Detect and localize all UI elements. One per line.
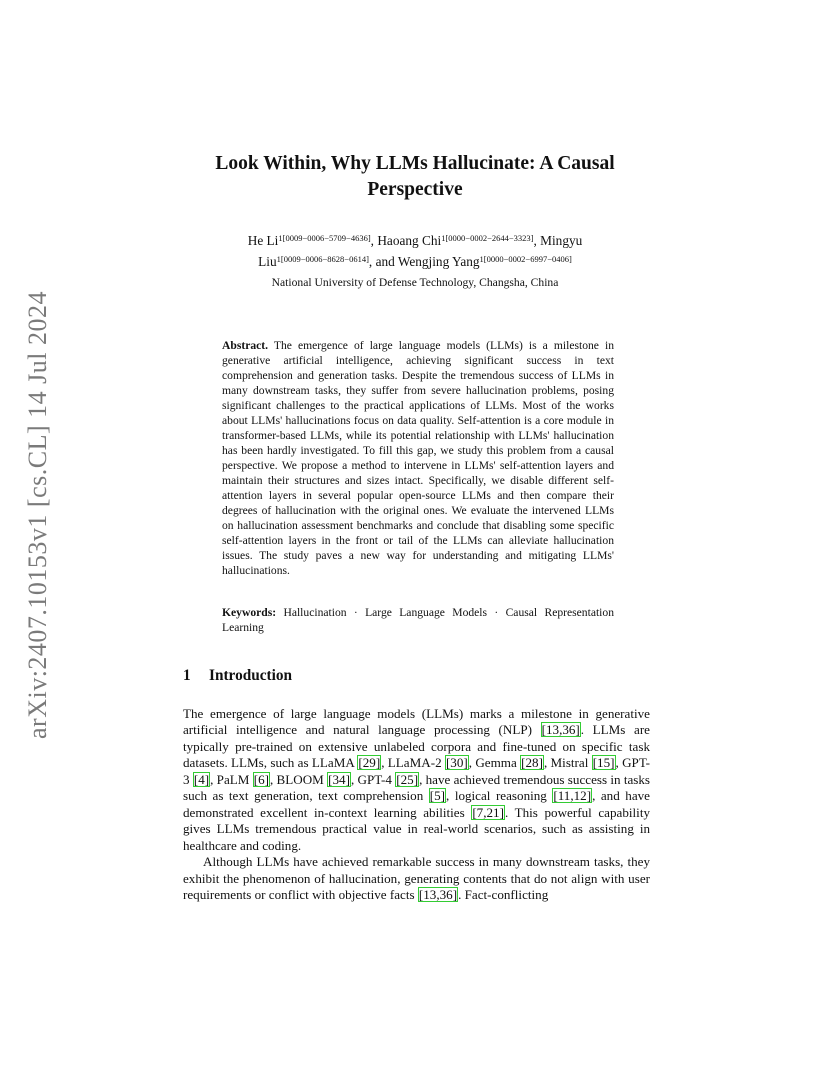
text-run: , and have demonstrated excellent in-context learning abilities xyxy=(183,788,650,820)
keywords-label: Keywords: xyxy=(222,606,277,619)
citation-link[interactable]: [13,36] xyxy=(541,722,580,738)
text-run: The emergence of large language models (LLMs) marks a milestone in generative artificial intelligence and natural language processing (NLP) xyxy=(183,706,650,738)
citation-link[interactable]: [5] xyxy=(429,788,446,804)
abstract-text: The emergence of large language models (LLMs) is a milestone in generative artificial intelligence, achieving significant success in text comprehension and generation tasks. Despite the tremendous success of LLMs in many downstream tasks, they suffer from severe hallucination problems, posing significant challenges to the practical applications of LLMs. Most of the works about LLMs' hallucinations focus on data quality. Self-attention is a core module in transformer-based LLMs, while its potential relationship with LLMs' hallucination has been hardly investigated. To fill this gap, we study this problem from a causal perspective. We propose a method to intervene in LLMs' self-attention layers and maintain their structures and sizes intact. Specifically, we disable different self-attention layers in several popular open-source LLMs and then compare their degrees of hallucination with the original ones. We evaluate the intervened LLMs on hallucination assessment benchmarks and conclude that disabling some specific self-attention layers in the front or tail of the LLMs can alleviate hallucination issues. The study paves a new way for understanding and mitigating LLMs' hallucinations. xyxy=(222,339,614,577)
text-run: , PaLM xyxy=(210,771,253,787)
author-name: , Mingyu Liu xyxy=(258,233,583,269)
title-line-1: Look Within, Why LLMs Hallucinate: A Causal xyxy=(215,153,615,174)
author-orcid: 1[0009−0006−5709−4636] xyxy=(278,233,371,243)
citation-link[interactable]: [4] xyxy=(193,771,210,787)
citation-link[interactable]: [29] xyxy=(358,755,381,771)
body-text xyxy=(183,706,650,903)
section-heading xyxy=(183,667,292,685)
author-orcid: 1[0000−0002−6997−0406] xyxy=(479,254,572,264)
paragraph-1 xyxy=(183,706,650,854)
section-number: 1 xyxy=(183,667,191,684)
text-run: , LLaMA-2 xyxy=(381,755,445,771)
text-run: , GPT-4 xyxy=(350,771,396,787)
text-run: , GPT-3 xyxy=(183,755,650,787)
arxiv-watermark xyxy=(18,291,58,739)
text-run: . Fact-conflicting xyxy=(458,886,549,902)
text-run: , Gemma xyxy=(468,755,521,771)
citation-link[interactable]: [30] xyxy=(445,755,468,771)
citation-link[interactable]: [6] xyxy=(253,771,269,787)
text-run: , BLOOM xyxy=(269,771,328,787)
text-run: . This powerful capability gives LLMs tremendous practical value in real-world scenarios, such as assisting in healthcare and coding. xyxy=(183,804,651,853)
keywords xyxy=(222,605,614,635)
text-run: . LLMs are typically pre-trained on extensive unlabeled corpora and fine-tuned on specific task datasets. LLMs, such as LLaMA xyxy=(183,722,650,771)
citation-link[interactable]: [7,21] xyxy=(472,804,504,820)
author-list xyxy=(200,229,630,271)
title-line-2: Perspective xyxy=(367,179,463,200)
text-run: , have achieved tremendous success in tasks such as text generation, text comprehension xyxy=(183,771,651,804)
paper-title xyxy=(160,151,670,203)
arxiv-id: arXiv:2407.10153v1 [cs.CL] 14 Jul 2024 xyxy=(23,291,52,739)
abstract-label: Abstract. xyxy=(222,339,269,352)
citation-link[interactable]: [11,12] xyxy=(553,788,592,804)
affiliation: National University of Defense Technology, Changsha, China xyxy=(271,276,559,289)
author-orcid: 1[0000−0002−2644−3323] xyxy=(441,233,534,243)
keywords-text: Hallucination · Large Language Models · Causal Representation Learning xyxy=(222,606,614,634)
text-run: , logical reasoning xyxy=(446,788,553,804)
citation-link[interactable]: [28] xyxy=(521,755,543,771)
text-run: , Mistral xyxy=(543,755,592,771)
author-orcid: 1[0009−0006−8628−0614] xyxy=(276,254,369,264)
paragraph-2 xyxy=(183,854,650,903)
text-run: Although LLMs have achieved remarkable success in many downstream tasks, they exhibit the phenomenon of hallucination, generating contents that do not align with user requirements or conflict with objective facts xyxy=(183,854,650,902)
citation-link[interactable]: [13,36] xyxy=(418,886,458,902)
citation-link[interactable]: [34] xyxy=(328,771,350,787)
abstract xyxy=(222,338,614,578)
author-name: , Haoang Chi xyxy=(370,233,442,248)
section-title: Introduction xyxy=(209,667,293,684)
citation-link[interactable]: [25] xyxy=(396,771,419,787)
citation-link[interactable]: [15] xyxy=(592,755,615,771)
author-name: He Li xyxy=(247,233,279,248)
author-name: , and Wengjing Yang xyxy=(368,254,480,269)
